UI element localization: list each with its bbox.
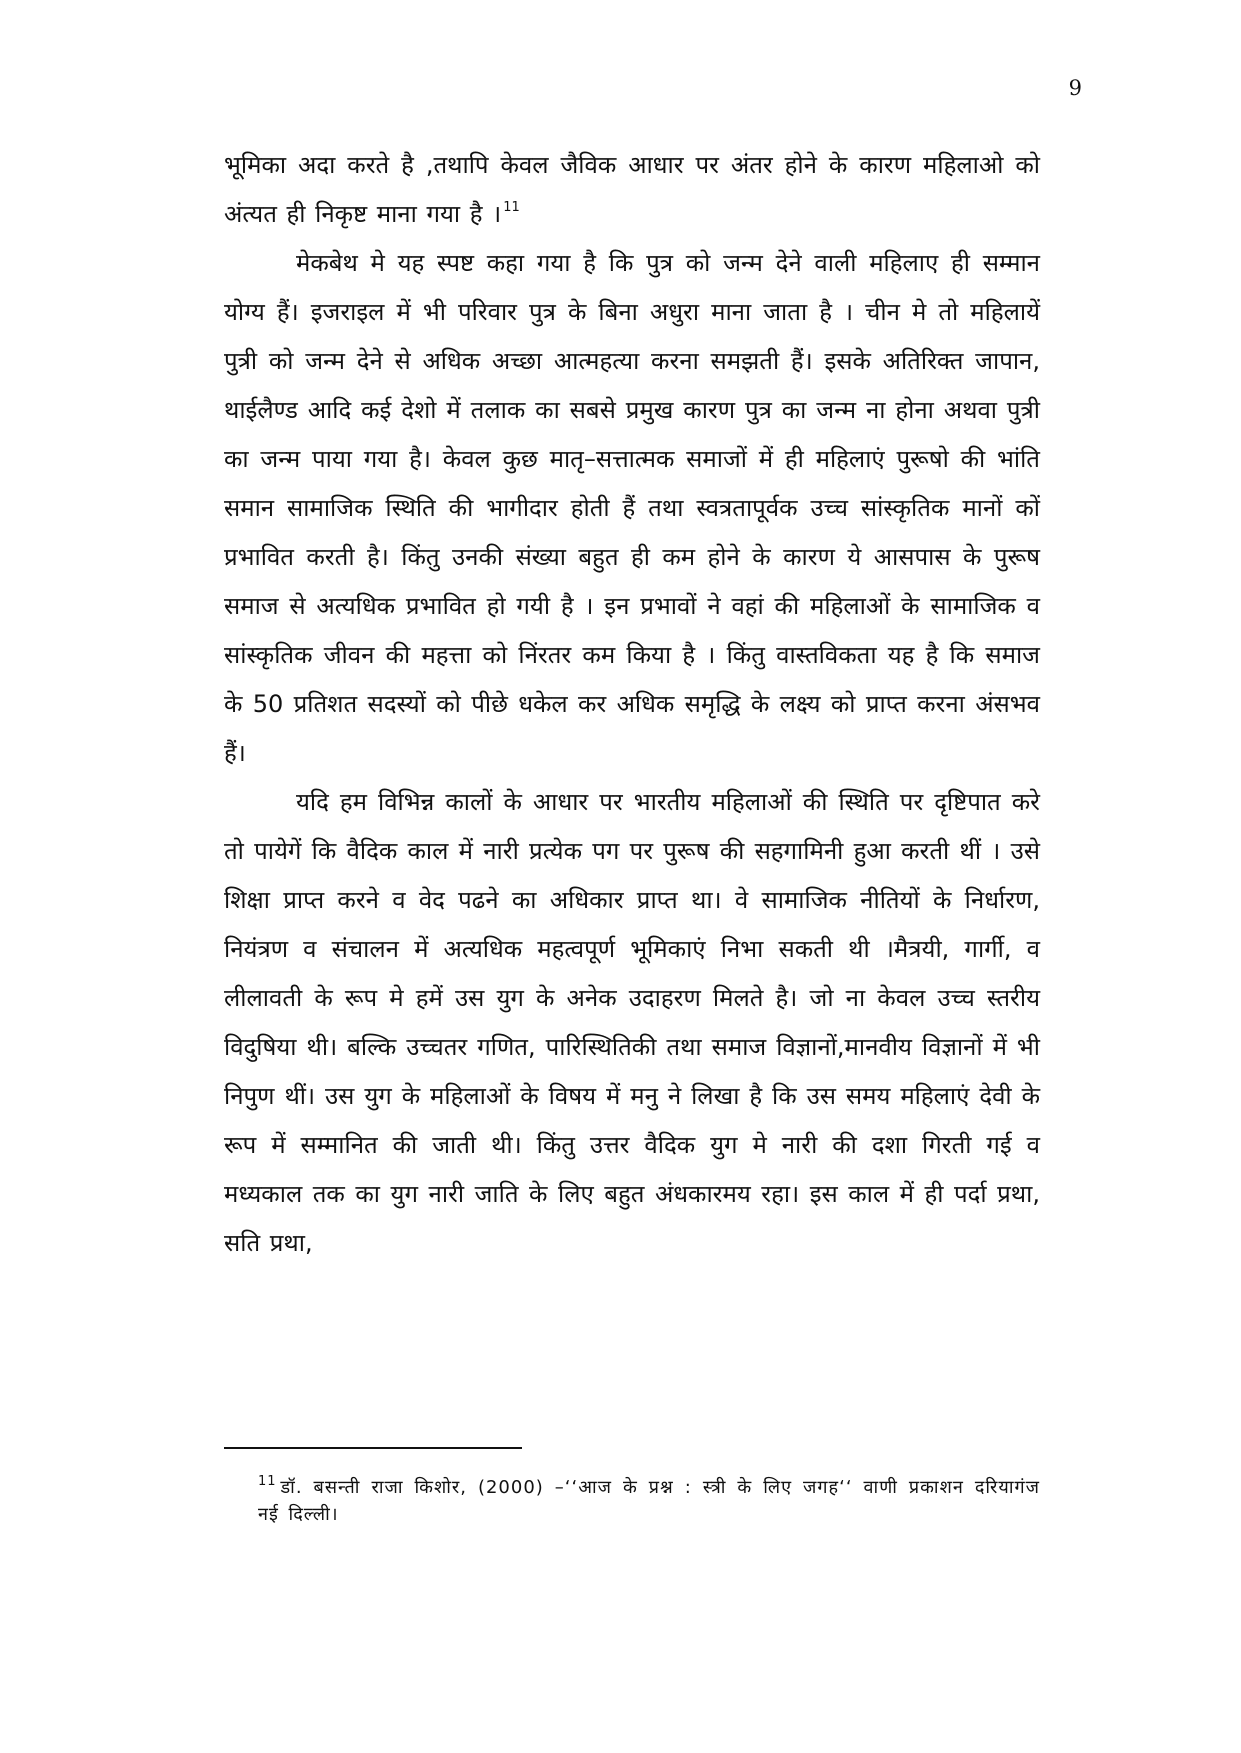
footnote-separator — [224, 1447, 522, 1449]
body-text — [224, 141, 1040, 1268]
paragraph-3: यदि हम विभिन्न कालों के आधार पर भारतीय महिलाओं की स्थिति पर दृष्टिपात करे तो पायेगें कि वैदिक काल में नारी प्रत्येक पग पर पुरूष की सहगामिनी हुआ करती थीं । उसे शिक्षा प्राप्त करने व वेद पढने का अधिकार प्राप्त था। वे सामाजिक नीतियों के निर्धारण, नियंत्रण व संचालन में अत्यधिक महत्वपूर्ण भूमिकाएं निभा सकती थी ।मैत्रयी, गार्गी, व लीलावती के रूप मे हमें उस युग के अनेक उदाहरण मिलते है। जो ना केवल उच्च स्तरीय विदुषिया थी। बल्कि उच्चतर गणित, पारिस्थितिकी तथा समाज विज्ञानों,मानवीय विज्ञानों में भी निपुण थीं। उस युग के महिलाओं के विषय में मनु ने लिखा है कि उस समय महिलाएं देवी के रूप में सम्मानित की जाती थी। किंतु उत्तर वैदिक युग मे नारी की दशा गिरती गई व मध्यकाल तक का युग नारी जाति के लिए बहुत अंधकारमय रहा। इस काल में ही पर्दा प्रथा, सति प्रथा, — [224, 788, 1040, 1257]
footnote-text: डॉ. बसन्ती राजा किशोर, (2000) –‘‘आज के प्रश्न : स्त्री के लिए जगह‘‘ वाणी प्रकाशन दरियागंज नई दिल्ली। — [258, 1477, 1040, 1525]
footnote-reference: 11 — [503, 200, 520, 215]
paragraph-1-text: भूमिका अदा करते है ,तथापि केवल जैविक आधार पर अंतर होने के कारण महिलाओ को अंत्यत ही निकृष्ट माना गया है । — [224, 151, 1040, 228]
paragraph-2: मेकबेथ मे यह स्पष्ट कहा गया है कि पुत्र को जन्म देने वाली महिलाए ही सम्मान योग्य हैं। इजराइल में भी परिवार पुत्र के बिना अधुरा माना जाता है । चीन मे तो महिलायें पुत्री को जन्म देने से अधिक अच्छा आत्महत्या करना समझती हैं। इसके अतिरिक्त जापान, थाईलैण्ड आदि कई देशो में तलाक का सबसे प्रमुख कारण पुत्र का जन्म ना होना अथवा पुत्री का जन्म पाया गया है। केवल कुछ मातृ–सत्तात्मक समाजों में ही महिलाएं पुरूषो की भांति समान सामाजिक स्थिति की भागीदार होती हैं तथा स्वत्रतापूर्वक उच्च सांस्कृतिक मानों कों प्रभावित करती है। किंतु उनकी संख्या बहुत ही कम होने के कारण ये आसपास के पुरूष समाज से अत्यधिक प्रभावित हो गयी है । इन प्रभावों ने वहां की महिलाओं के सामाजिक व सांस्कृतिक जीवन की महत्ता को निंरतर कम किया है । किंतु वास्तविकता यह है कि समाज के 50 प्रतिशत सदस्यों को पीछे धकेल कर अधिक समृद्धि के लक्ष्य को प्राप्त करना अंसभव हैं। — [224, 249, 1040, 767]
footnote — [258, 1474, 1040, 1528]
footnote-entry — [258, 1474, 1040, 1528]
paragraph-1 — [224, 141, 1040, 239]
page-number: 9 — [1068, 76, 1082, 100]
footnote-number: 11 — [258, 1474, 277, 1489]
